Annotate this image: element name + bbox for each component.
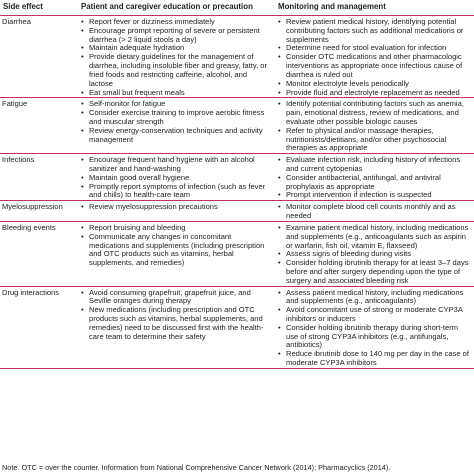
bullet-item: • Monitor electrolyte levels periodically bbox=[278, 80, 471, 89]
bullet-item: • Prompt intervention if infection is suspected bbox=[278, 191, 471, 200]
table-row bbox=[0, 98, 474, 154]
monitoring-list bbox=[278, 224, 471, 286]
side-effect-cell: Infections bbox=[2, 155, 35, 165]
education-list bbox=[81, 203, 272, 212]
education-cell bbox=[78, 286, 275, 368]
bullet-item: • Encourage prompt reporting of severe or persistent diarrhea (> 2 liquid stools a day) bbox=[81, 27, 272, 45]
bullet-item: • Consider exercise training to improve aerobic fitness and muscular strength bbox=[81, 109, 272, 127]
table-row bbox=[0, 286, 474, 368]
bullet-item: • Maintain good overall hygiene bbox=[81, 174, 272, 183]
education-list bbox=[81, 156, 272, 200]
bullet-item: • Refer to physical and/or massage therapies, nutritionists/dietitians, and/or other psychosocial therapies as appropriate bbox=[278, 127, 471, 153]
bullet-item: • Review patient medical history, identifying potential contributing factors such as additional medications or supplements bbox=[278, 18, 471, 44]
side-effect-cell: Diarrhea bbox=[2, 17, 31, 26]
monitoring-cell bbox=[275, 201, 474, 222]
education-list bbox=[81, 18, 272, 97]
bullet-item: • Assess signs of bleeding during visits bbox=[278, 250, 471, 259]
education-cell bbox=[78, 16, 275, 98]
bullet-item: • Identify potential contributing factors such as anemia, pain, emotional distress, review of medications, and evaluate other possible biologic causes bbox=[278, 100, 471, 126]
bullet-item: • Reduce ibrutinib dose to 140 mg per day in the case of moderate CYP3A inhibitors bbox=[278, 350, 471, 368]
monitoring-cell bbox=[275, 286, 474, 368]
bullet-item: • Review myelosuppression precautions bbox=[81, 203, 272, 212]
bullet-item: • Maintain adequate hydration bbox=[81, 44, 272, 53]
table-row bbox=[0, 201, 474, 222]
bullet-item: • Avoid consuming grapefruit, grapefruit juice, and Seville oranges during therapy bbox=[81, 289, 272, 307]
side-effect-cell: Fatigue bbox=[2, 99, 28, 109]
monitoring-list bbox=[278, 18, 471, 97]
education-list bbox=[81, 100, 272, 144]
table-header-row bbox=[0, 0, 474, 16]
header-side-effect: Side effect bbox=[3, 2, 43, 11]
bullet-item: • Communicate any changes in concomitant medications and supplements (including prescription and OTC products such as vitamins, herbal supplements, and remedies) bbox=[81, 233, 272, 268]
table-footnote: Note. OTC = over the counter. Information from National Comprehensive Cancer Network (2014); Pharmacyclics (2014). bbox=[2, 463, 391, 472]
header-monitoring: Monitoring and management bbox=[278, 2, 386, 11]
monitoring-list bbox=[278, 289, 471, 368]
bullet-item: • Provide fluid and electrolyte replacement as needed bbox=[278, 89, 471, 98]
table-row bbox=[0, 154, 474, 201]
bullet-item: • Report fever or dizziness immediately bbox=[81, 18, 272, 27]
bullet-item: • Evaluate infection risk, including history of infections and current cytopenias bbox=[278, 156, 471, 174]
table-row bbox=[0, 16, 474, 98]
bullet-item: • New medications (including prescription and OTC products such as vitamins, herbal supplements, and remedies) need to be discussed first with the health-care team to determine their safety bbox=[81, 306, 272, 341]
bullet-item: • Self-monitor for fatigue bbox=[81, 100, 272, 109]
monitoring-cell bbox=[275, 98, 474, 154]
side-effect-cell: Drug interactions bbox=[2, 287, 60, 297]
bullet-item: • Monitor complete blood cell counts monthly and as needed bbox=[278, 203, 471, 221]
monitoring-list bbox=[278, 203, 471, 221]
bullet-item: • Encourage frequent hand hygiene with an alcohol sanitizer and hand-washing bbox=[81, 156, 272, 174]
side-effect-cell: Myelosuppression bbox=[2, 202, 63, 212]
education-cell bbox=[78, 154, 275, 201]
side-effect-cell: Bleeding events bbox=[2, 222, 56, 232]
monitoring-cell bbox=[275, 154, 474, 201]
education-list bbox=[81, 224, 272, 268]
education-cell bbox=[78, 221, 275, 286]
bullet-item: • Review energy-conservation techniques and activity management bbox=[81, 127, 272, 145]
education-cell bbox=[78, 201, 275, 222]
header-education: Patient and caregiver education or precaution bbox=[81, 2, 253, 11]
bullet-item: • Eat small but frequent meals bbox=[81, 89, 272, 98]
bullet-item: • Provide dietary guidelines for the management of diarrhea, including insoluble fiber and greasy, fatty, or fried foods and restricting caffeine, alcohol, and lactose bbox=[81, 53, 272, 88]
bullet-item: • Assess patient medical history, including medications and supplements (e.g., anticoagulants) bbox=[278, 289, 471, 307]
monitoring-list bbox=[278, 100, 471, 153]
bullet-item: • Consider holding ibrutinib therapy during short-term use of strong CYP3A inhibitors (e.g., antifungals, antibiotics) bbox=[278, 324, 471, 350]
monitoring-cell bbox=[275, 16, 474, 98]
bullet-item: • Consider antibacterial, antifungal, and antiviral prophylaxis as appropriate bbox=[278, 174, 471, 192]
table-row bbox=[0, 221, 474, 286]
education-cell bbox=[78, 98, 275, 154]
bullet-item: • Consider holding ibrutinib therapy for at least 3–7 days before and after surgery depending upon the type of surgery and associated bleeding risk bbox=[278, 259, 471, 285]
bullet-item: • Consider OTC medications and other pharmacologic interventions as appropriate once infectious cause of diarrhea is ruled out bbox=[278, 53, 471, 79]
monitoring-list bbox=[278, 156, 471, 200]
bullet-item: • Determine need for stool evaluation for infection bbox=[278, 44, 471, 53]
bullet-item: • Report bruising and bleeding bbox=[81, 224, 272, 233]
monitoring-cell bbox=[275, 221, 474, 286]
bullet-item: • Avoid concomitant use of strong or moderate CYP3A inhibitors or inducers bbox=[278, 306, 471, 324]
bullet-item: • Examine patient medical history, including medications and supplements (e.g., anticoagulants such as aspirin or warfarin, fish oil, vitamin E, flaxseed) bbox=[278, 224, 471, 250]
bullet-item: • Promptly report symptoms of infection (such as fever and chills) to health-care team bbox=[81, 183, 272, 201]
education-list bbox=[81, 289, 272, 342]
